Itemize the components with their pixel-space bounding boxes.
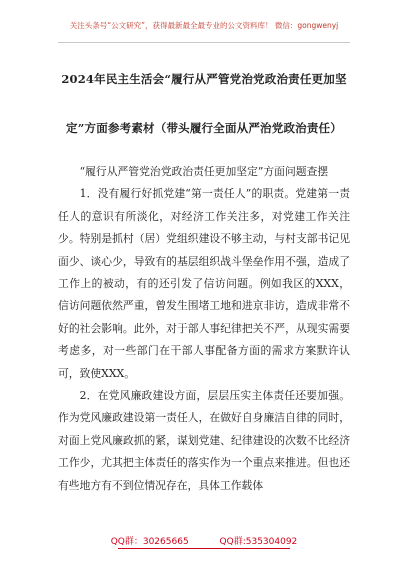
paragraph-2: 2．在党风廉政建设方面，层层压实主体责任还要加强。作为党风廉政建设第一责任人，在做好自身廉洁自律的同时，对面上党风廉政抓的紧，谋划党建、纪律建设的次数不比经济工作少，尤其把主体责任的落实作为一个重点来推进。但也还有些地方有不到位情况存在，具体工作载体 [58,389,350,492]
qq-group-footer [0,534,408,547]
document-body [58,161,350,497]
document-title-line1: 2024年民主生活会“履行从严管党治党政治责任更加坚 [61,72,347,86]
footer-underline [118,548,290,549]
promo-header: 关注头条号“公文研究”，获得最新最全最专业的公文资料库！ 微信：gongwenyj [69,21,339,30]
qq-group-1: QQ群：30265665 [110,537,189,547]
section-heading: “履行从严管党治党政治责任更加坚定”方面问题查摆 [79,165,329,178]
header-divider [58,42,350,43]
document-title-line2: 定”方面参考素材（带头履行全面从严治党政治责任） [66,121,342,135]
paragraph-1: 1．没有履行好抓党建“第一责任人”的职责。党建第一责任人的意识有所淡化，对经济工作关注多，对党建工作关注少。特别是抓村（居）党组织建设不够主动，与村支部书记见面少、谈心少，导致有的基层组织战斗堡垒作用不强，造成了工作上的被动，有的还引发了信访问题。例如我区的XXX，信访问题依然严重，曾发生围堵工地和进京非访，造成非常不好的社会影响。此外，对于部人事纪律把关不严，从现实需要考虑多，对一些部门在干部人事配备方面的需求方案默许认可，致使XXX。 [58,187,350,380]
qq-group-2: QQ群:535304092 [219,537,298,547]
